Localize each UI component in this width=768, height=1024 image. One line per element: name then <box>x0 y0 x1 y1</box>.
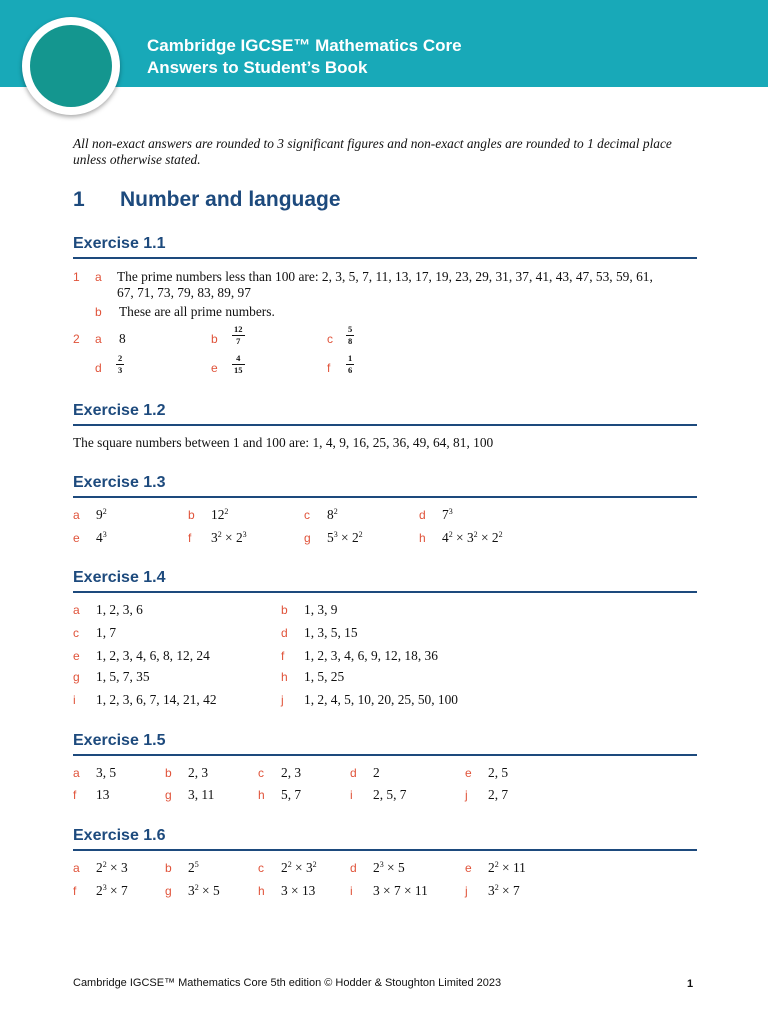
chapter-number: 1 <box>73 188 85 211</box>
part-label: b <box>95 305 102 319</box>
answer-text: $2^3 \times 7$ <box>96 883 128 898</box>
part-label: h <box>258 884 265 898</box>
part-label: c <box>73 626 79 640</box>
part-label: e <box>73 531 80 545</box>
part-label: g <box>73 670 80 684</box>
answer-text: $2^2 \times 11$ <box>488 860 526 875</box>
denominator: 7 <box>236 336 241 346</box>
answer-text: 1, 5, 7, 35 <box>96 669 150 684</box>
part-label: h <box>258 788 265 802</box>
part-label: j <box>465 884 468 898</box>
part-label: d <box>350 766 357 780</box>
answer-text: 2, 5 <box>488 765 509 780</box>
chapter-heading <box>73 188 341 212</box>
part-label: e <box>465 766 472 780</box>
part-label: b <box>165 766 172 780</box>
part-label: b <box>281 603 288 617</box>
exercise-1-6-heading: Exercise 1.6 <box>73 827 697 851</box>
part-label: f <box>327 361 331 375</box>
answer-text: 8 <box>119 331 126 346</box>
part-label: i <box>350 884 353 898</box>
part-label: j <box>281 693 284 707</box>
answer-text: 1, 2, 3, 4, 6, 8, 12, 24 <box>96 648 210 663</box>
exercise-1-4-heading: Exercise 1.4 <box>73 569 697 593</box>
numerator: 2 <box>118 353 123 363</box>
fraction <box>117 354 123 375</box>
part-label: b <box>211 332 218 346</box>
part-label: j <box>465 788 468 802</box>
answer-text: $4^3$ <box>96 530 107 545</box>
fraction <box>347 354 353 375</box>
answer-text: $2^3 \times 5$ <box>373 860 405 875</box>
part-label: a <box>95 270 102 284</box>
answer-text: $3^2 \times 5$ <box>188 883 220 898</box>
answer-text: $5^3 \times 2^2$ <box>327 530 363 545</box>
part-label: f <box>73 788 77 802</box>
title-line-1: Cambridge IGCSE™ Mathematics Core <box>147 36 462 55</box>
answer-text: 2, 3 <box>281 765 302 780</box>
answer-text: 67, 71, 73, 79, 83, 89, 97 <box>117 285 251 300</box>
denominator: 15 <box>234 365 243 375</box>
numerator: 12 <box>234 324 243 334</box>
answer-text: The square numbers between 1 and 100 are: 1, 4, 9, 16, 25, 36, 49, 64, 81, 100 <box>73 435 494 450</box>
part-label: h <box>419 531 426 545</box>
part-label: f <box>281 649 285 663</box>
part-label: c <box>304 508 310 522</box>
part-label: i <box>350 788 353 802</box>
chapter-title: Number and language <box>120 188 341 211</box>
title-line-2: Answers to Student’s Book <box>147 58 368 77</box>
answer-text: 5, 7 <box>281 787 302 802</box>
part-label: e <box>211 361 218 375</box>
part-label: d <box>419 508 426 522</box>
answer-text: 1, 2, 3, 6 <box>96 602 143 617</box>
part-label: h <box>281 670 288 684</box>
part-label: a <box>73 603 80 617</box>
part-label: d <box>95 361 102 375</box>
part-label: a <box>73 766 80 780</box>
numerator: 5 <box>348 324 353 334</box>
page-number: 1 <box>687 978 694 990</box>
answer-text: $2^2 \times 3^2$ <box>281 860 317 875</box>
fraction <box>233 325 244 346</box>
footer-copyright: Cambridge IGCSE™ Mathematics Core 5th edition © Hodder & Stoughton Limited 2023 <box>73 977 502 989</box>
answer-text: 2 <box>373 765 380 780</box>
logo-circle <box>22 17 120 115</box>
answer-text: 1, 3, 5, 15 <box>304 625 358 640</box>
answer-text: These are all prime numbers. <box>119 304 275 319</box>
answer-text: 2, 7 <box>488 787 509 802</box>
answer-text: $4^2 \times 3^2 \times 2^2$ <box>442 530 503 545</box>
question-number: 2 <box>73 332 80 346</box>
part-label: a <box>95 332 102 346</box>
numerator: 1 <box>348 353 353 363</box>
answer-text: The prime numbers less than 100 are: 2, 3, 5, 7, 11, 13, 17, 19, 23, 29, 31, 37, 41, 43, 47, 53, 59, 61, <box>117 269 653 284</box>
fraction <box>233 354 244 375</box>
answer-text: 3 × 7 × 11 <box>373 883 428 898</box>
answer-text: 2, 5, 7 <box>373 787 407 802</box>
part-label: e <box>465 861 472 875</box>
denominator: 3 <box>118 365 123 375</box>
answer-text: $12^2$ <box>211 507 229 522</box>
intro-note: All non-exact answers are rounded to 3 significant figures and non-exact angles are rounded to 1 decimal place unless otherwise stated. <box>73 136 672 167</box>
answer-text: $2^5$ <box>188 860 199 875</box>
exercise-1-5-heading: Exercise 1.5 <box>73 732 697 756</box>
answer-text: 3, 11 <box>188 787 215 802</box>
denominator: 8 <box>348 336 353 346</box>
part-label: a <box>73 861 80 875</box>
answer-text: 13 <box>96 787 110 802</box>
part-label: g <box>165 884 172 898</box>
part-label: c <box>327 332 333 346</box>
exercise-1-1-heading: Exercise 1.1 <box>73 235 697 259</box>
answer-text: $3^2 \times 7$ <box>488 883 520 898</box>
part-label: c <box>258 861 264 875</box>
answer-text: 3, 5 <box>96 765 117 780</box>
denominator: 6 <box>348 365 353 375</box>
part-label: a <box>73 508 80 522</box>
part-label: d <box>350 861 357 875</box>
part-label: i <box>73 693 76 707</box>
answer-text: $9^2$ <box>96 507 107 522</box>
part-label: g <box>304 531 311 545</box>
question-number: 1 <box>73 270 80 284</box>
part-label: f <box>188 531 192 545</box>
answer-text: $8^2$ <box>327 507 338 522</box>
answer-text: 3 × 13 <box>281 883 316 898</box>
answer-text: 1, 2, 4, 5, 10, 20, 25, 50, 100 <box>304 692 458 707</box>
numerator: 4 <box>236 353 241 363</box>
answer-text: $7^3$ <box>442 507 453 522</box>
document-title <box>147 35 462 79</box>
part-label: f <box>73 884 77 898</box>
answer-text: 1, 3, 9 <box>304 602 338 617</box>
answer-text: 1, 2, 3, 4, 6, 9, 12, 18, 36 <box>304 648 438 663</box>
answer-text: 1, 2, 3, 6, 7, 14, 21, 42 <box>96 692 217 707</box>
part-label: c <box>258 766 264 780</box>
answer-text: $2^2 \times 3$ <box>96 860 128 875</box>
part-label: b <box>188 508 195 522</box>
part-label: e <box>73 649 80 663</box>
fraction <box>347 325 353 346</box>
part-label: b <box>165 861 172 875</box>
exercise-1-2-heading: Exercise 1.2 <box>73 402 697 426</box>
logo-circle-inner <box>30 25 112 107</box>
answer-text: 2, 3 <box>188 765 209 780</box>
answer-text: $3^2 \times 2^3$ <box>211 530 247 545</box>
exercise-1-3-heading: Exercise 1.3 <box>73 474 697 498</box>
answer-text: 1, 5, 25 <box>304 669 345 684</box>
answer-text: 1, 7 <box>96 625 117 640</box>
part-label: g <box>165 788 172 802</box>
part-label: d <box>281 626 288 640</box>
